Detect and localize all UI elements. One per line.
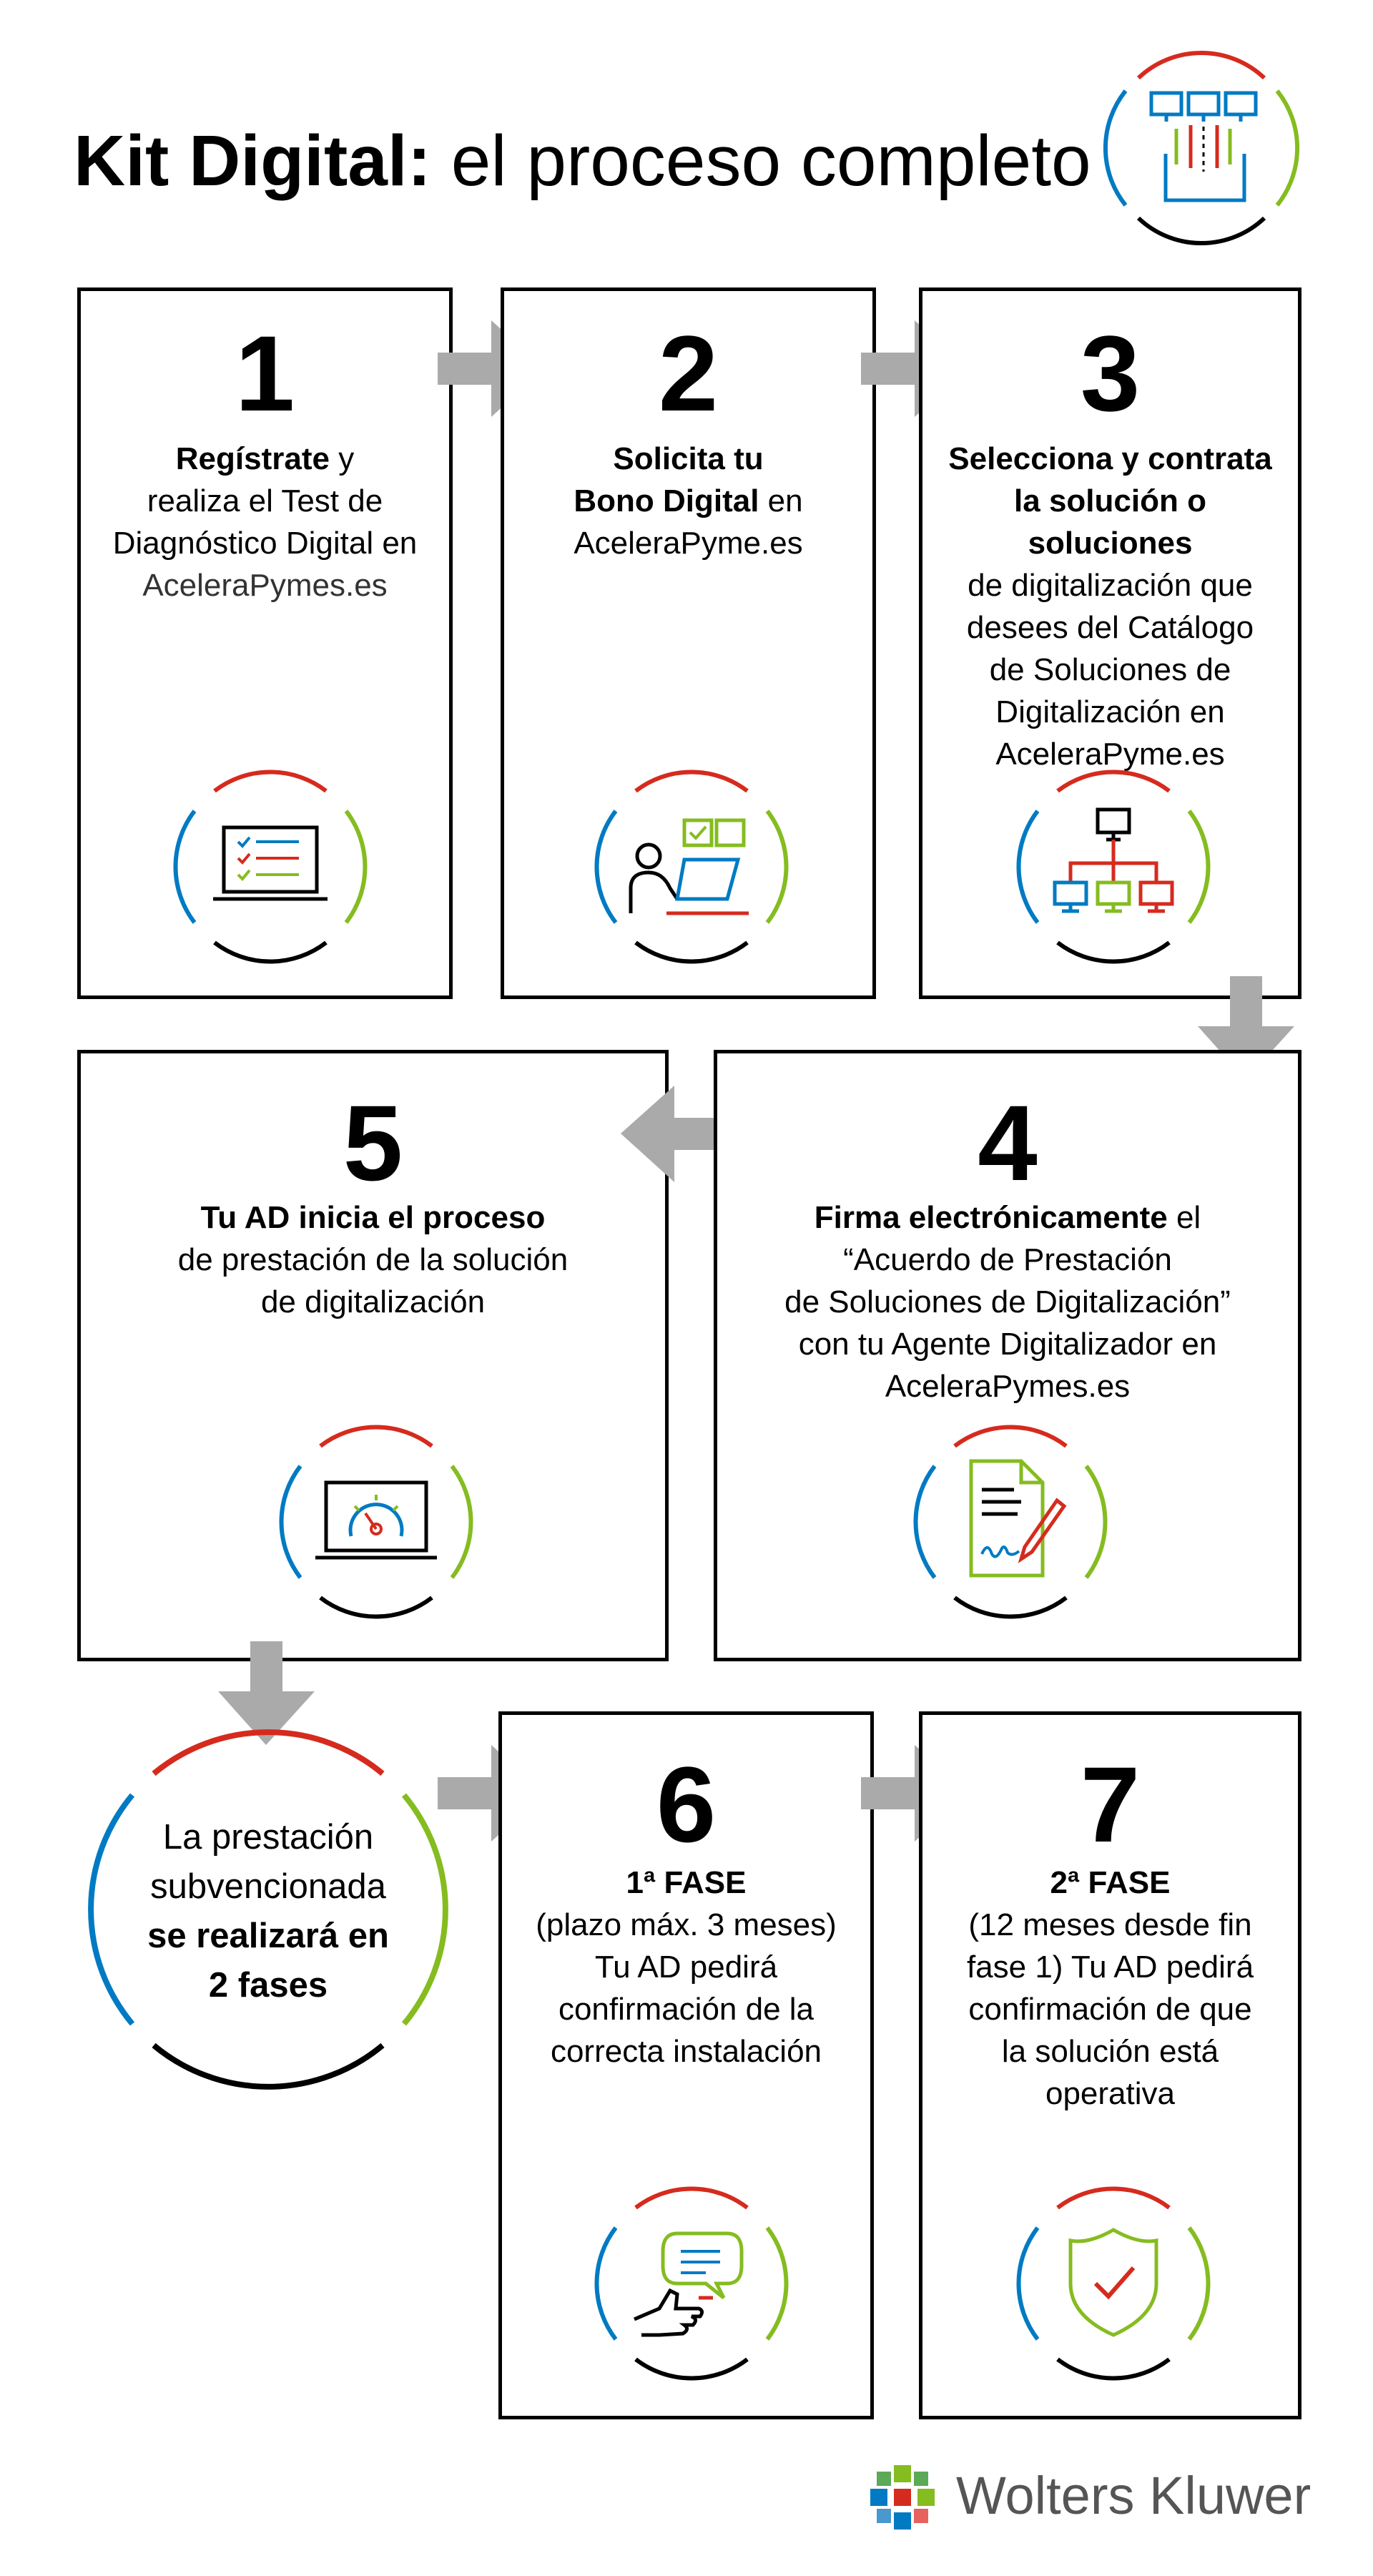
laptop-gauge-icon (276, 1422, 476, 1622)
step-description: Selecciona y contrata la solución o soluciones de digitalización que desees del Catálogo de Soluciones de Digitalización en AceleraPyme.es (948, 441, 1272, 772)
step-6-card (498, 1711, 874, 2419)
title-bold: Kit Digital: (74, 121, 431, 201)
step-description: 1ª FASE (plazo máx. 3 meses) Tu AD pedirá confirmación de la correcta instalación (536, 1865, 837, 2069)
person-laptop-icon (591, 767, 792, 967)
title-rest: el proceso completo (451, 121, 1091, 201)
step-description: Regístrate y realiza el Test de Diagnóstico Digital en AceleraPymes.es (112, 441, 418, 603)
step-number: 7 (1080, 1744, 1141, 1864)
step-description: 2ª FASE (12 meses desde fin fase 1) Tu AD pedirá confirmación de que la solución está operativa (966, 1865, 1254, 2111)
step-number: 4 (978, 1083, 1038, 1203)
step-number: 6 (656, 1744, 717, 1864)
step-description: Solicita tu Bono Digital en AceleraPyme.es (574, 441, 803, 561)
step-number: 5 (343, 1083, 403, 1203)
step-description: Firma electrónicamente el “Acuerdo de Prestación de Soluciones de Digitalización” con tu Agente Digitalizador en AceleraPymes.es (784, 1200, 1231, 1404)
wolters-kluwer-logo-icon (867, 2462, 938, 2533)
page-title (74, 107, 1091, 215)
brand-name: Wolters Kluwer (956, 2466, 1312, 2525)
step-3-card (919, 287, 1301, 999)
step-5-card (77, 1050, 669, 1661)
phases-text: La prestación subvencionada se realizará en 2 fases (147, 1818, 389, 2005)
arrow-left-icon (621, 1086, 728, 1182)
step-7-card (919, 1711, 1301, 2419)
thumbs-up-chat-icon (591, 2183, 792, 2384)
step-number: 2 (658, 313, 719, 433)
signed-document-icon (910, 1422, 1111, 1622)
step-1-card (77, 287, 453, 999)
step-2-card (501, 287, 876, 999)
step-number: 1 (235, 313, 295, 433)
network-icon (1101, 46, 1301, 254)
laptop-checklist-icon (170, 767, 370, 967)
step-4-card (714, 1050, 1301, 1661)
shield-check-icon (1013, 2183, 1214, 2384)
step-number: 3 (1080, 313, 1141, 433)
step-description: Tu AD inicia el proceso de prestación de la solución de digitalización (177, 1200, 569, 1319)
org-chart-icon (1013, 767, 1214, 967)
